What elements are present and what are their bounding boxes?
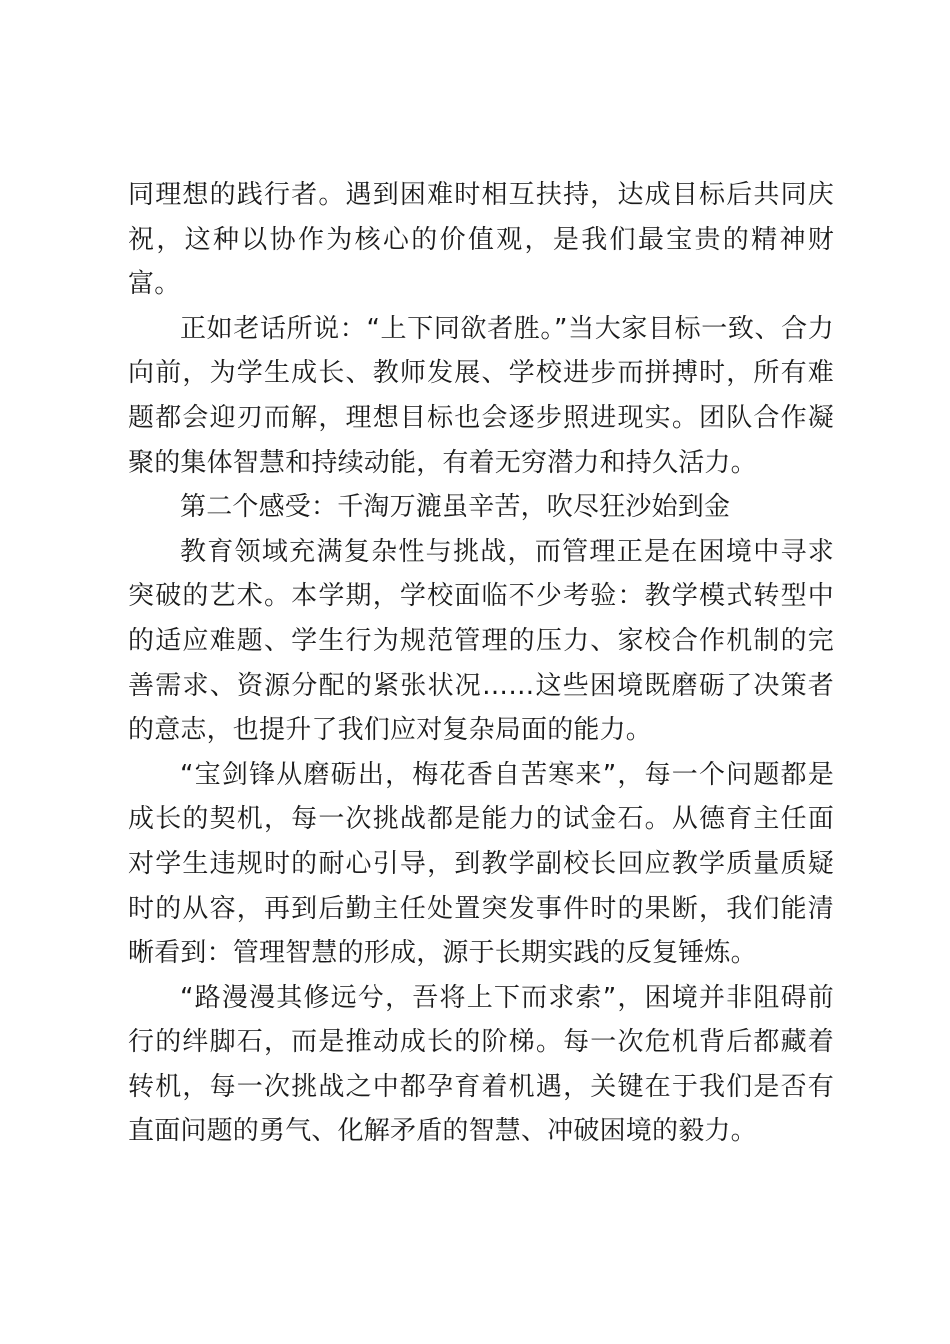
paragraph-continued: 同理想的践行者。遇到困难时相互扶持，达成目标后共同庆祝，这种以协作为核心的价值观，是我们最宝贵的精神财富。 bbox=[128, 180, 834, 300]
paragraph-proverb: 正如老话所说：“上下同欲者胜。”当大家目标一致、合力向前，为学生成长、教师发展、学校进步而拼搏时，所有难题都会迎刃而解，理想目标也会逐步照进现实。团队合作凝聚的集体智慧和持续动能，有着无穷潜力和持久活力。 bbox=[128, 313, 834, 478]
section-heading-second-feeling: 第二个感受：千淘万漉虽辛苦，吹尽狂沙始到金 bbox=[180, 492, 731, 523]
paragraph-road-quote: “路漫漫其修远兮，吾将上下而求索”，困境并非阻碍前行的绊脚石，而是推动成长的阶梯。每一次危机背后都藏着转机，每一次挑战之中都孕育着机遇，关键在于我们是否有直面问题的勇气、化解矛盾的智慧、冲破困境的毅力。 bbox=[128, 982, 834, 1147]
body-text bbox=[128, 173, 834, 1154]
paragraph-challenges: 教育领域充满复杂性与挑战，而管理正是在困境中寻求突破的艺术。本学期，学校面临不少考验：教学模式转型中的适应难题、学生行为规范管理的压力、家校合作机制的完善需求、资源分配的紧张状况……这些困境既磨砺了决策者的意志，也提升了我们应对复杂局面的能力。 bbox=[128, 536, 834, 746]
paragraph-sword-quote: “宝剑锋从磨砺出，梅花香自苦寒来”，每一个问题都是成长的契机，每一次挑战都是能力的试金石。从德育主任面对学生违规时的耐心引导，到教学副校长回应教学质量质疑时的从容，再到后勤主任处置突发事件时的果断，我们能清晰看到：管理智慧的形成，源于长期实践的反复锤炼。 bbox=[128, 759, 834, 969]
